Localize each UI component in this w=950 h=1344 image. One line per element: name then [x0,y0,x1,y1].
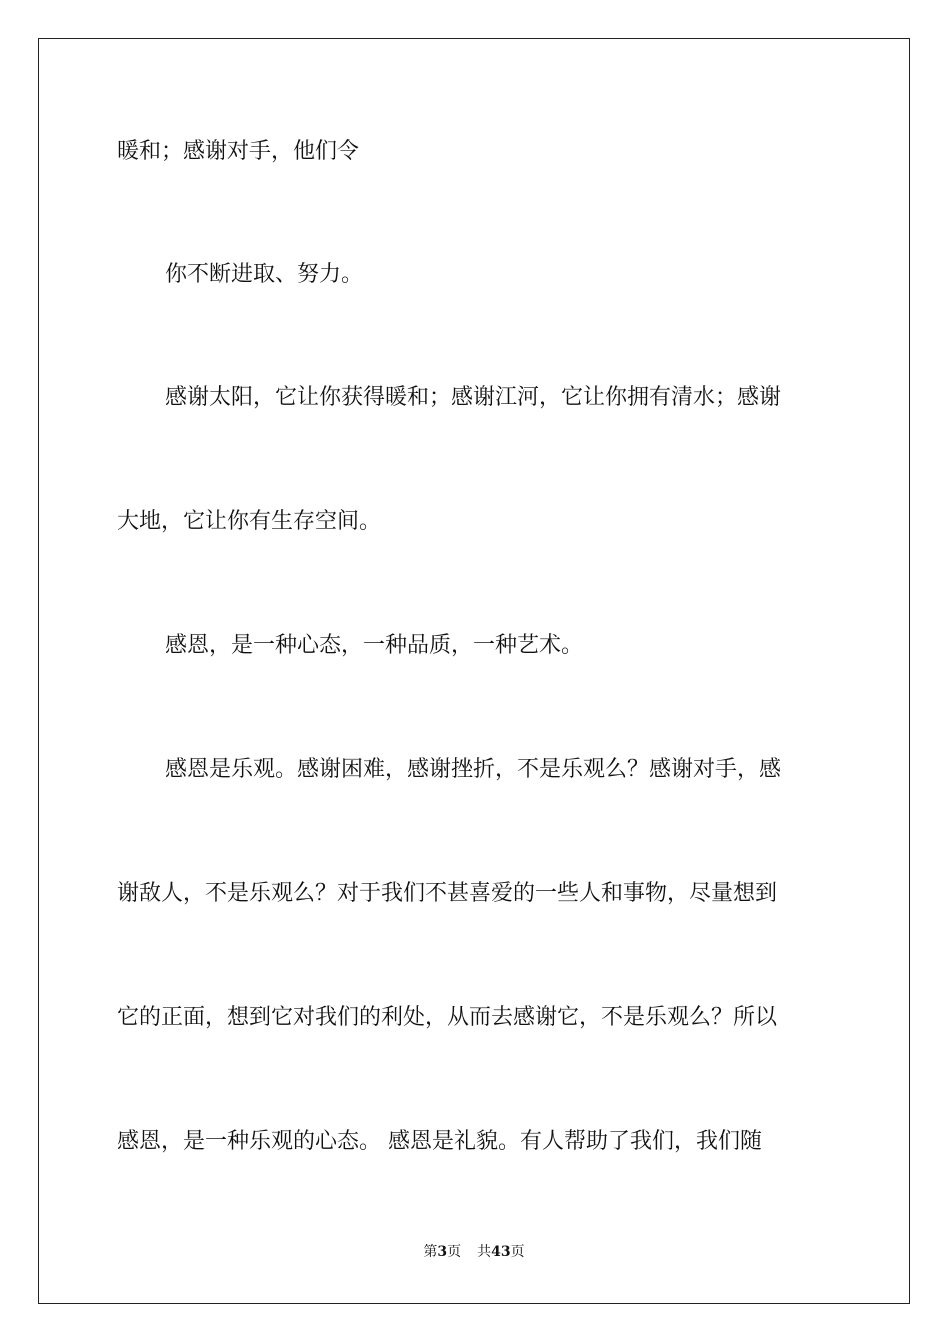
text-line-6: 感恩是乐观。感谢困难，感谢挫折，不是乐观么？感谢对手，感 [165,757,782,782]
page-number: 3 [437,1244,448,1260]
page-prefix: 第 [423,1244,438,1260]
text-line-5: 感恩，是一种心态，一种品质，一种艺术。 [165,633,584,658]
total-prefix: 共 [477,1244,492,1260]
text-line-8: 它的正面，想到它对我们的利处，从而去感谢它，不是乐观么？所以 [117,1005,778,1030]
document-page [38,38,910,1304]
text-line-2: 你不断进取、努力。 [165,262,364,287]
text-line-9: 感恩，是一种乐观的心态。 感恩是礼貌。有人帮助了我们，我们随 [117,1129,762,1154]
text-line-1: 暖和；感谢对手，他们令 [117,139,360,164]
text-line-4: 大地，它让你有生存空间。 [117,509,382,534]
total-suffix: 页 [510,1244,525,1260]
total-pages: 43 [491,1244,511,1260]
text-line-3: 感谢太阳，它让你获得暖和；感谢江河，它让你拥有清水；感谢 [165,385,782,410]
page-footer [39,1242,909,1262]
page-suffix: 页 [447,1244,462,1260]
text-line-7: 谢敌人，不是乐观么？对于我们不甚喜爱的一些人和事物，尽量想到 [117,881,778,906]
